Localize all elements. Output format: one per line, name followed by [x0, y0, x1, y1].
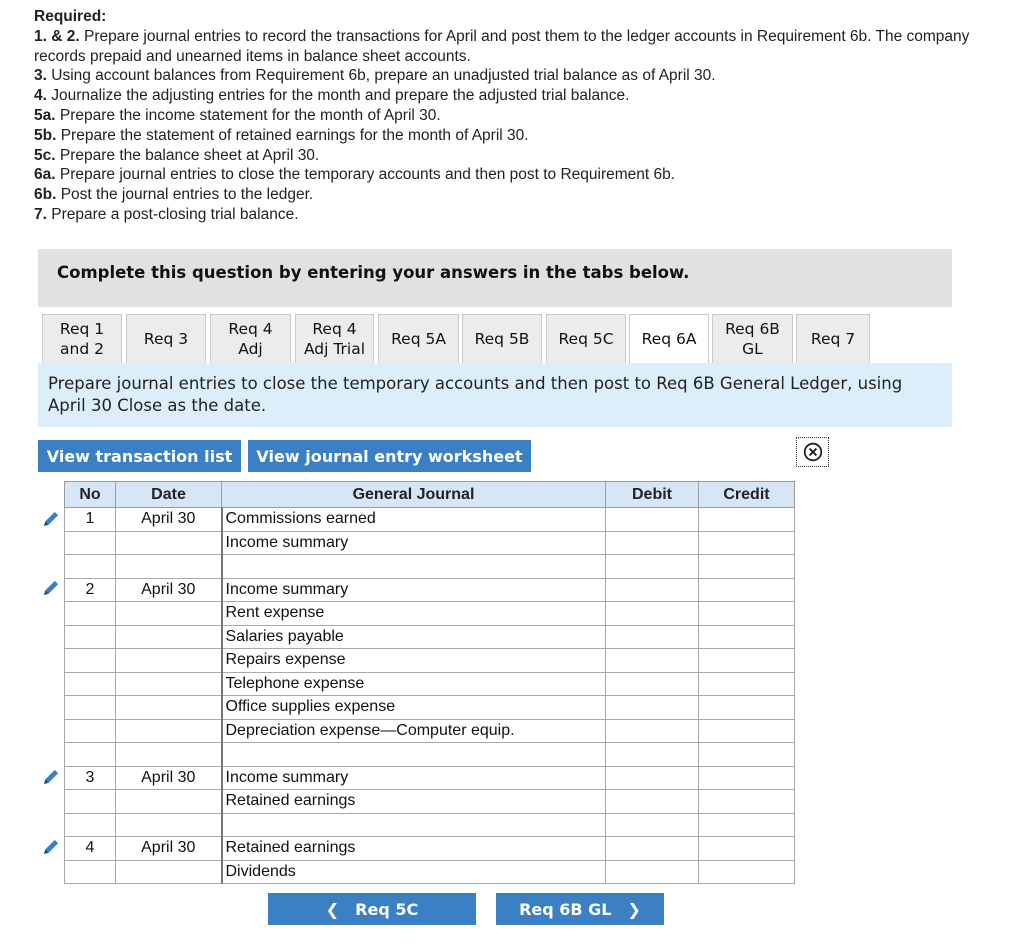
table-row: [65, 743, 795, 767]
tab-req-5a[interactable]: Req 5A: [378, 314, 459, 364]
tab-req-5c[interactable]: Req 5C: [546, 314, 626, 364]
header-debit: Debit: [606, 482, 699, 508]
table-row: [65, 578, 795, 602]
requirement-item: 6b. Post the journal entries to the ledger.: [34, 186, 314, 204]
account-cell: Dividends: [222, 860, 606, 884]
header-credit: Credit: [699, 482, 795, 508]
table-row: [65, 766, 795, 790]
requirement-item: 5c. Prepare the balance sheet at April 30.: [34, 146, 320, 164]
table-row: [65, 790, 795, 814]
entry-no: [65, 672, 116, 696]
table-header-row: [65, 482, 795, 508]
entry-date: [116, 696, 222, 720]
debit-cell: [606, 578, 699, 602]
credit-cell: [699, 860, 795, 884]
entry-date: [116, 625, 222, 649]
credit-cell: [699, 602, 795, 626]
table-row: [65, 672, 795, 696]
chevron-right-icon: ❯: [627, 899, 641, 919]
debit-cell: [606, 719, 699, 743]
entry-no: [65, 531, 116, 555]
entry-no: [65, 860, 116, 884]
credit-cell: [699, 790, 795, 814]
debit-cell: [606, 531, 699, 555]
entry-date: [116, 555, 222, 579]
account-cell: [222, 555, 606, 579]
entry-date: [116, 719, 222, 743]
account-cell: Income summary: [222, 766, 606, 790]
credit-cell: [699, 672, 795, 696]
requirement-item: 3. Using account balances from Requirement 6b, prepare an unadjusted trial balance as of April 30.: [34, 67, 716, 85]
view-journal-entry-worksheet-button[interactable]: View journal entry worksheet: [248, 440, 531, 472]
header-date: Date: [116, 482, 222, 508]
credit-cell: [699, 508, 795, 532]
next-req-6b-gl-button[interactable]: [496, 893, 664, 925]
header-no: No: [65, 482, 116, 508]
entry-no: [65, 555, 116, 579]
debit-cell: [606, 790, 699, 814]
table-row: [65, 837, 795, 861]
table-row: [65, 531, 795, 555]
debit-cell: [606, 860, 699, 884]
entry-no: 2: [65, 578, 116, 602]
entry-no: [65, 625, 116, 649]
entry-no: [65, 743, 116, 767]
pencil-icon[interactable]: [40, 577, 62, 599]
table-row: [65, 625, 795, 649]
tab-req-1-and-2[interactable]: Req 1 and 2: [42, 314, 122, 364]
credit-cell: [699, 813, 795, 837]
debit-cell: [606, 813, 699, 837]
account-cell: Rent expense: [222, 602, 606, 626]
account-cell: Depreciation expense—Computer equip.: [222, 719, 606, 743]
tab-req-7[interactable]: Req 7: [796, 314, 870, 364]
requirement-item: 7. Prepare a post-closing trial balance.: [34, 205, 299, 223]
debit-cell: [606, 743, 699, 767]
complete-banner-text: Complete this question by entering your answers in the tabs below.: [57, 263, 690, 282]
entry-date: [116, 531, 222, 555]
entry-date: April 30: [116, 837, 222, 861]
credit-cell: [699, 578, 795, 602]
debit-cell: [606, 696, 699, 720]
debit-cell: [606, 837, 699, 861]
tab-req-4-adj[interactable]: Req 4 Adj: [210, 314, 291, 364]
account-cell: Retained earnings: [222, 837, 606, 861]
instruction-text: Prepare journal entries to close the temporary accounts and then post to Req 6B General Ledger, using April 30 Close as the date.: [48, 374, 903, 415]
account-cell: Repairs expense: [222, 649, 606, 673]
account-cell: [222, 813, 606, 837]
entry-no: [65, 696, 116, 720]
table-row: [65, 555, 795, 579]
requirement-item: 4. Journalize the adjusting entries for the month and prepare the adjusted trial balance.: [34, 87, 630, 105]
entry-date: April 30: [116, 578, 222, 602]
entry-no: 1: [65, 508, 116, 532]
view-transaction-list-button[interactable]: View transaction list: [38, 440, 241, 472]
credit-cell: [699, 743, 795, 767]
table-row: [65, 602, 795, 626]
entry-date: [116, 790, 222, 814]
entry-no: 4: [65, 837, 116, 861]
entry-no: [65, 649, 116, 673]
credit-cell: [699, 625, 795, 649]
entry-no: [65, 790, 116, 814]
table-row: [65, 508, 795, 532]
debit-cell: [606, 555, 699, 579]
account-cell: Telephone expense: [222, 672, 606, 696]
requirements-heading: Required:: [34, 8, 107, 25]
header-general-journal: General Journal: [222, 482, 606, 508]
next-button-label: Req 6B GL: [519, 899, 612, 919]
credit-cell: [699, 649, 795, 673]
close-circle-icon: [803, 442, 823, 462]
prev-req-5c-button[interactable]: [268, 893, 476, 925]
entry-date: [116, 860, 222, 884]
table-row: [65, 860, 795, 884]
credit-cell: [699, 766, 795, 790]
requirement-item: 6a. Prepare journal entries to close the temporary accounts and then post to Requirement 6b.: [34, 166, 676, 184]
account-cell: Income summary: [222, 531, 606, 555]
credit-cell: [699, 696, 795, 720]
entry-date: [116, 649, 222, 673]
requirement-item: 1. & 2. Prepare journal entries to record the transactions for April and post them to the ledger accounts in Requirement 6b. The company records prepaid and unearned items in balance sheet accounts.: [34, 27, 970, 65]
table-row: [65, 649, 795, 673]
debit-cell: [606, 625, 699, 649]
credit-cell: [699, 555, 795, 579]
credit-cell: [699, 719, 795, 743]
entry-no: 3: [65, 766, 116, 790]
account-cell: Retained earnings: [222, 790, 606, 814]
tab-req-4-adj-trial[interactable]: Req 4 Adj Trial: [295, 314, 374, 364]
entry-date: April 30: [116, 766, 222, 790]
pencil-icon[interactable]: [40, 836, 62, 858]
tab-req-6a[interactable]: Req 6A: [629, 314, 709, 364]
entry-date: [116, 602, 222, 626]
pencil-icon[interactable]: [40, 766, 62, 788]
entry-date: [116, 672, 222, 696]
table-row: [65, 719, 795, 743]
table-row: [65, 813, 795, 837]
requirement-item: 5a. Prepare the income statement for the month of April 30.: [34, 106, 441, 124]
account-cell: Commissions earned: [222, 508, 606, 532]
entry-date: [116, 743, 222, 767]
debit-cell: [606, 766, 699, 790]
account-cell: [222, 743, 606, 767]
entry-date: April 30: [116, 508, 222, 532]
entry-no: [65, 813, 116, 837]
debit-cell: [606, 602, 699, 626]
debit-cell: [606, 672, 699, 696]
close-button[interactable]: [796, 437, 829, 467]
tab-req-3[interactable]: Req 3: [126, 314, 206, 364]
account-cell: Income summary: [222, 578, 606, 602]
table-row: [65, 696, 795, 720]
complete-banner: [38, 249, 952, 307]
instruction-panel: [38, 363, 952, 427]
tab-req-6b-gl[interactable]: Req 6B GL: [712, 314, 793, 364]
requirements-section: [34, 7, 994, 225]
account-cell: Office supplies expense: [222, 696, 606, 720]
pencil-icon[interactable]: [40, 508, 62, 530]
tab-req-5b[interactable]: Req 5B: [462, 314, 542, 364]
entry-no: [65, 719, 116, 743]
account-cell: Salaries payable: [222, 625, 606, 649]
debit-cell: [606, 508, 699, 532]
general-journal-table: [64, 481, 795, 884]
entry-no: [65, 602, 116, 626]
credit-cell: [699, 837, 795, 861]
chevron-left-icon: ❮: [325, 899, 340, 919]
entry-date: [116, 813, 222, 837]
prev-button-label: Req 5C: [355, 899, 419, 919]
requirement-item: 5b. Prepare the statement of retained earnings for the month of April 30.: [34, 126, 529, 144]
debit-cell: [606, 649, 699, 673]
credit-cell: [699, 531, 795, 555]
